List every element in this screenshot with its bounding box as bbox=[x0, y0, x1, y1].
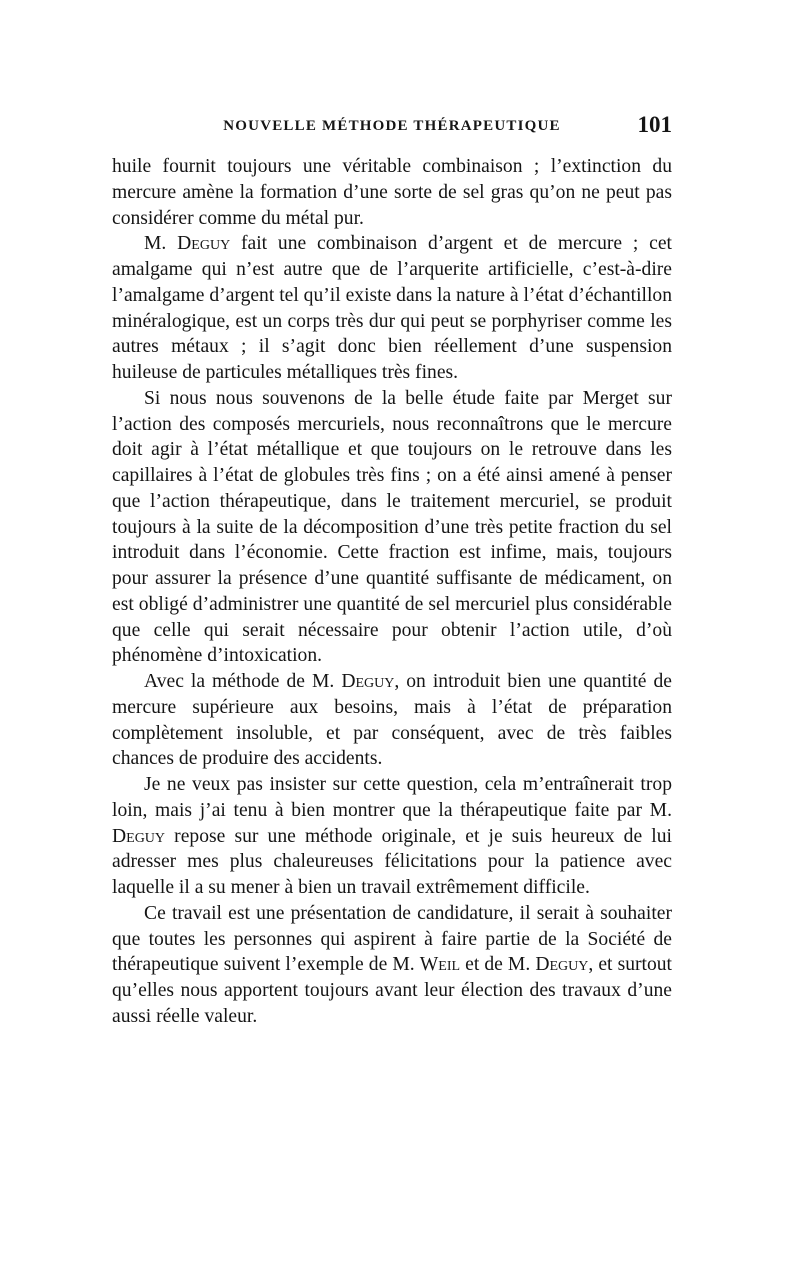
text-run: Je ne veux pas insister sur cette question, cela m’entraînerait trop loin, mais j’ai tenu à bien montrer que la thérapeutique faite par M. bbox=[112, 774, 672, 821]
body-text bbox=[112, 154, 672, 1030]
text-run: Ce travail est une présentation de candidature, il serait à souhaiter que toutes les personnes qui aspirent à faire partie de la Société de thérapeutique suivent l’exemple de M. bbox=[112, 902, 672, 976]
author-name: Deguy bbox=[177, 233, 231, 255]
paragraph bbox=[112, 154, 672, 231]
author-name: Deguy bbox=[535, 954, 589, 976]
text-run: et de M. bbox=[460, 954, 536, 976]
paragraph bbox=[112, 669, 672, 772]
text-run: huile fournit toujours une véritable combinaison ; l’extinction du mercure amène la formation d’une sorte de sel gras qu’on ne peut pas considérer comme du métal pur. bbox=[112, 156, 672, 229]
page-number: 101 bbox=[637, 112, 672, 137]
running-head bbox=[112, 112, 672, 142]
text-run: repose sur une méthode originale, et je suis heureux de lui adresser mes plus chaleureuses félicitations pour la patience avec laquelle il a su mener à bien un travail extrêmement difficile. bbox=[112, 825, 672, 898]
text-run: fait une combinaison d’argent et de mercure ; cet amalgame qui n’est autre que de l’arquerite artificielle, c’est-à-dire l’amalgame d’argent tel qu’il existe dans la nature à l’état d’échantillon minéralogique, est un corps très dur qui peut se porphyriser comme les autres métaux ; il s’agit donc bien réellement d’une suspension huileuse de particules métalliques très fines. bbox=[112, 233, 673, 383]
paragraph bbox=[112, 772, 672, 901]
author-name: Deguy bbox=[341, 671, 395, 692]
author-name: Weil bbox=[419, 954, 461, 976]
text-run: , on introduit bien une quantité de mercure supérieure aux besoins, mais à l’état de préparation complètement insoluble, et par conséquent, avec de très faibles chances de produire des accidents. bbox=[112, 671, 672, 770]
running-title: NOUVELLE MÉTHODE THÉRAPEUTIQUE bbox=[223, 118, 561, 134]
text-run: , et surtout qu’elles nous apportent toujours avant leur élection des travaux d’une aussi réelle valeur. bbox=[112, 954, 672, 1027]
book-page bbox=[112, 112, 672, 1030]
author-name: Deguy bbox=[112, 825, 166, 847]
text-run: Avec la méthode de M. bbox=[144, 671, 342, 692]
text-run: M. bbox=[144, 233, 178, 255]
paragraph bbox=[112, 231, 672, 386]
paragraph bbox=[112, 386, 672, 669]
paragraph bbox=[112, 901, 672, 1030]
text-run: Si nous nous souvenons de la belle étude faite par Merget sur l’action des composés mercuriels, nous reconnaîtrons que le mercure doit agir à l’état métallique et que toujours on le retrouve dans les capillaires à l’état de globules très fins ; on a été ainsi amené à penser que l’action thérapeutique, dans le traitement mercuriel, se produit toujours à la suite de la décomposition d’une très petite fraction du sel introduit dans l’économie. Cette fraction est infime, mais, toujours pour assurer la présence d’une quantité suffisante de médicament, on est obligé d’administrer une quantité de sel mercuriel plus considérable que celle qui serait nécessaire pour obtenir l’action utile, d’où phénomène d’intoxication. bbox=[112, 387, 672, 667]
